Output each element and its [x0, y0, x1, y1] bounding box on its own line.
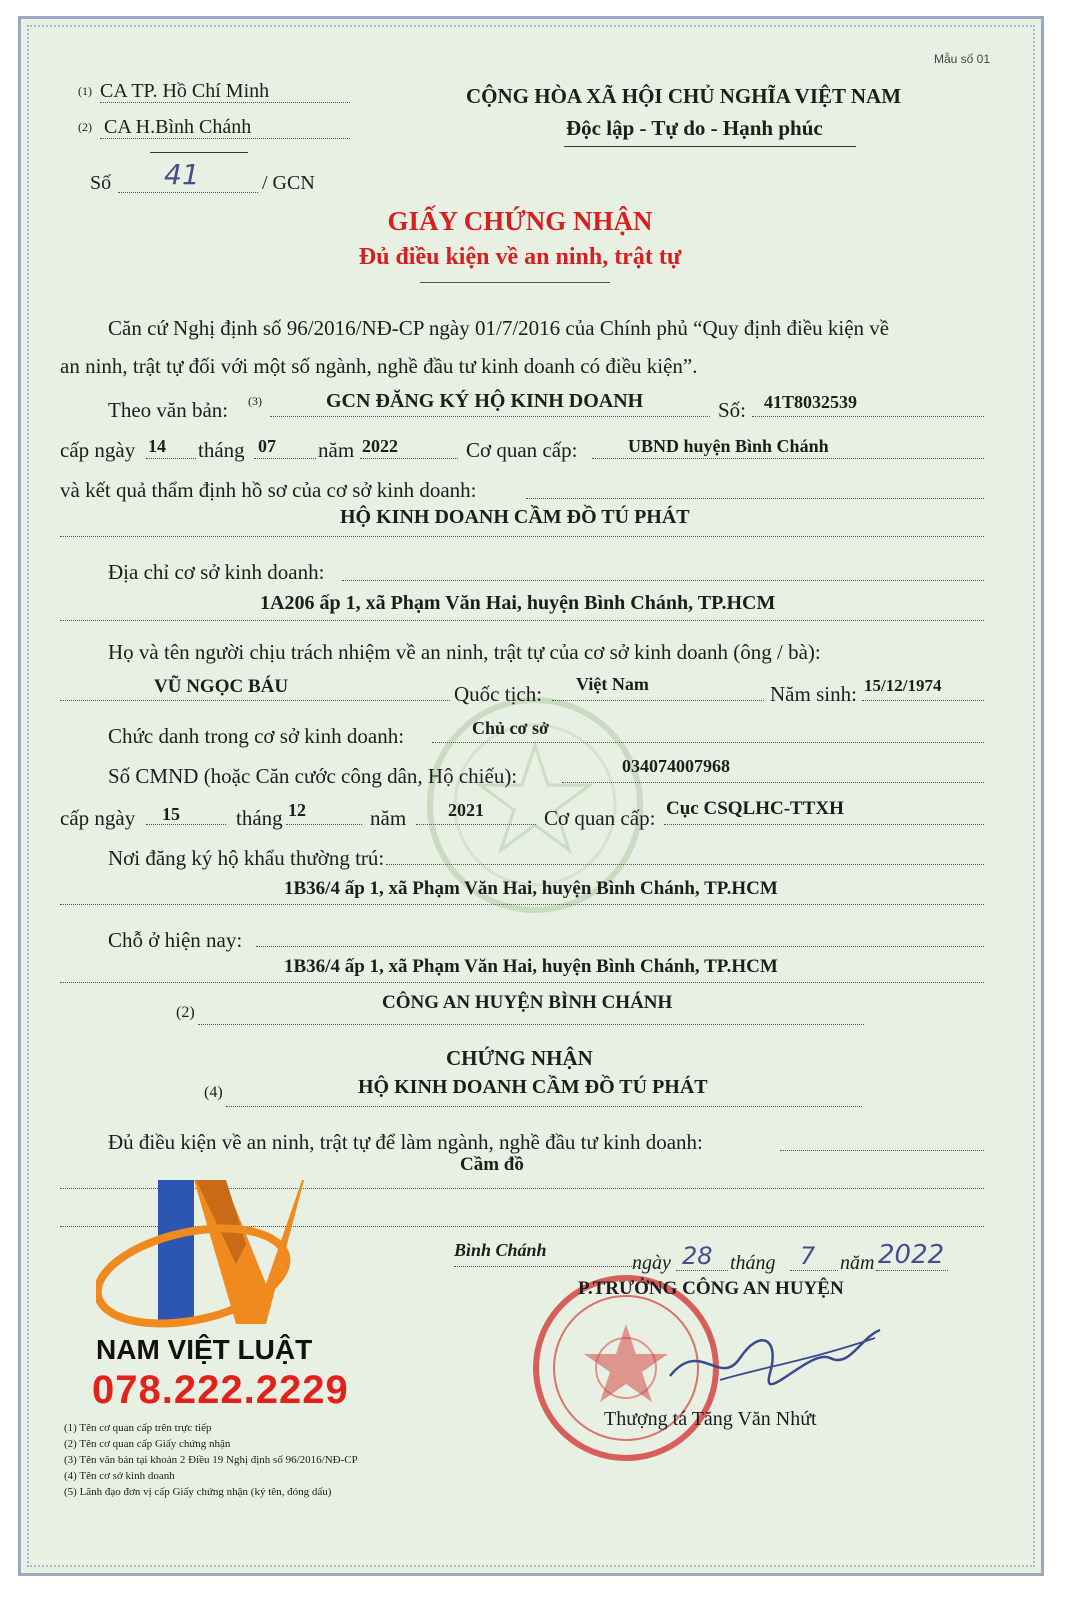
certificate-subtitle: Đủ điều kiện về an ninh, trật tự: [358, 244, 682, 270]
business-name: HỘ KINH DOANH CẦM ĐỒ TÚ PHÁT: [340, 506, 690, 528]
handwritten-signature: [660, 1318, 890, 1398]
legal-basis-line-2: an ninh, trật tự đối với một số ngành, nghề đầu tư kinh doanh có điều kiện”.: [60, 354, 698, 378]
id-issuer-value: Cục CSQLHC-TTXH: [666, 798, 844, 819]
dotted-line: [256, 946, 984, 947]
address-value: 1A206 ấp 1, xã Phạm Văn Hai, huyện Bình Chánh, TP.HCM: [260, 592, 776, 614]
sign-month-label: tháng: [730, 1252, 776, 1274]
person-label: Họ và tên người chịu trách nhiệm về an ninh, trật tự của cơ sở kinh doanh (ông / bà):: [108, 640, 821, 664]
birth-label: Năm sinh:: [770, 682, 857, 706]
issued-day: 14: [148, 436, 166, 456]
id-year: 2021: [448, 800, 484, 820]
parent-agency: CA TP. Hồ Chí Minh: [100, 80, 270, 102]
dotted-line: [118, 192, 258, 193]
dotted-line: [360, 458, 458, 459]
sign-month: 7: [800, 1242, 816, 1270]
dotted-line: [60, 620, 984, 621]
certificate-title: GIẤY CHỨNG NHẬN: [387, 206, 653, 236]
current-address-value: 1B36/4 ấp 1, xã Phạm Văn Hai, huyện Bình Chánh, TP.HCM: [284, 956, 778, 977]
dotted-line: [146, 824, 226, 825]
eligible-business-line: Cầm đồ: [460, 1154, 524, 1175]
dotted-line: [100, 102, 350, 103]
person-name: VŨ NGỌC BÁU: [154, 676, 289, 697]
id-day: 15: [162, 804, 180, 824]
dotted-line: [60, 982, 984, 983]
id-issuer-label: Cơ quan cấp:: [544, 806, 656, 830]
footnote-3: (3) Tên văn bản tại khoản 2 Điều 19 Nghị định số 96/2016/NĐ-CP: [64, 1454, 358, 1466]
dotted-line: [454, 1266, 638, 1267]
id-month-label: tháng: [236, 806, 283, 830]
doc-label: Theo văn bản:: [108, 398, 229, 422]
motto: Độc lập - Tự do - Hạnh phúc: [566, 116, 823, 140]
footnote-2: (2) Tên cơ quan cấp Giấy chứng nhận: [64, 1438, 231, 1450]
dotted-line: [254, 458, 316, 459]
number-label: Số: [90, 172, 112, 194]
certify-heading: CHỨNG NHẬN: [446, 1046, 593, 1070]
marker-1: (1): [78, 84, 92, 98]
dotted-line: [862, 700, 984, 701]
number-suffix: / GCN: [262, 172, 315, 194]
issuing-agency: CA H.Bình Chánh: [104, 116, 252, 138]
dotted-line: [752, 416, 984, 417]
title-underline: [420, 282, 610, 283]
issued-month-label: tháng: [198, 438, 245, 462]
footnote-4: (4) Tên cơ sở kinh doanh: [64, 1470, 175, 1482]
issued-year-label: năm: [318, 438, 355, 462]
certificate-number: 41: [164, 158, 200, 191]
issued-day-label: cấp ngày: [60, 438, 136, 462]
dotted-line: [342, 580, 984, 581]
issuer-value: UBND huyện Bình Chánh: [628, 436, 829, 456]
dotted-line: [876, 1270, 948, 1271]
result-label: và kết quả thẩm định hồ sơ của cơ sở kinh doanh:: [60, 478, 477, 502]
doc-value: GCN ĐĂNG KÝ HỘ KINH DOANH: [326, 390, 644, 412]
issuer-label: Cơ quan cấp:: [466, 438, 578, 462]
country-name: CỘNG HÒA XÃ HỘI CHỦ NGHĨA VIỆT NAM: [466, 84, 902, 108]
signer-name: Thượng tá Tăng Văn Nhứt: [604, 1408, 817, 1430]
doc-number-label: Số:: [718, 398, 747, 422]
authority-value: CÔNG AN HUYỆN BÌNH CHÁNH: [382, 992, 673, 1013]
dotted-line: [286, 824, 362, 825]
brand-phone: 078.222.2229: [92, 1368, 349, 1412]
form-number: Mẫu số 01: [934, 52, 991, 66]
marker-2: (2): [78, 120, 92, 134]
dotted-line: [664, 824, 984, 825]
dotted-line: [146, 458, 196, 459]
dotted-line: [432, 742, 984, 743]
underline: [150, 152, 248, 153]
sign-year-label: năm: [840, 1252, 875, 1274]
current-address-label: Chỗ ở hiện nay:: [108, 928, 243, 952]
dotted-line: [780, 1150, 984, 1151]
dotted-line: [592, 458, 984, 459]
sign-year: 2022: [878, 1240, 945, 1270]
authority-marker: (2): [176, 1004, 195, 1021]
sign-place: Bình Chánh: [454, 1240, 547, 1260]
residence-value: 1B36/4 ấp 1, xã Phạm Văn Hai, huyện Bình Chánh, TP.HCM: [284, 878, 778, 899]
dotted-line: [60, 536, 984, 537]
legal-basis-line-1: Căn cứ Nghị định số 96/2016/NĐ-CP ngày 01/7/2016 của Chính phủ “Quy định điều kiện về: [108, 316, 890, 340]
motto-underline: [564, 146, 856, 147]
sign-day: 28: [682, 1242, 713, 1270]
dotted-line: [226, 1106, 862, 1107]
dotted-line: [60, 904, 984, 905]
dotted-line: [526, 498, 984, 499]
dotted-line: [790, 1270, 838, 1271]
address-label: Địa chỉ cơ sở kinh doanh:: [108, 560, 325, 584]
signer-position: P.TRƯỞNG CÔNG AN HUYỆN: [578, 1278, 844, 1299]
id-label: Số CMND (hoặc Căn cước công dân, Hộ chiếu):: [108, 764, 518, 788]
dotted-line: [416, 824, 536, 825]
doc-number-value: 41T8032539: [764, 392, 858, 412]
dotted-line: [198, 1024, 864, 1025]
dotted-line: [100, 138, 350, 139]
footnote-1: (1) Tên cơ quan cấp trên trực tiếp: [64, 1422, 212, 1434]
brand-name: NAM VIỆT LUẬT: [96, 1334, 313, 1365]
id-day-label: cấp ngày: [60, 806, 136, 830]
dotted-line: [552, 700, 764, 701]
position-value: Chủ cơ sở: [472, 718, 549, 738]
id-month: 12: [288, 800, 306, 820]
birth-value: 15/12/1974: [864, 676, 942, 695]
certify-marker: (4): [204, 1084, 223, 1101]
issued-year: 2022: [362, 436, 398, 456]
doc-marker: (3): [248, 394, 262, 408]
footnote-5: (5) Lãnh đạo đơn vị cấp Giấy chứng nhận (ký tên, đóng dấu): [64, 1486, 332, 1498]
id-year-label: năm: [370, 806, 407, 830]
eligible-label: Đủ điều kiện về an ninh, trật tự để làm ngành, nghề đầu tư kinh doanh:: [108, 1130, 703, 1154]
issued-month: 07: [258, 436, 276, 456]
certified-business: HỘ KINH DOANH CẦM ĐỒ TÚ PHÁT: [358, 1076, 708, 1098]
nationality-label: Quốc tịch:: [454, 682, 543, 706]
position-label: Chức danh trong cơ sở kinh doanh:: [108, 724, 405, 748]
dotted-line: [60, 700, 450, 701]
dotted-line: [562, 782, 984, 783]
nam-viet-luat-logo: [96, 1174, 306, 1344]
nationality-value: Việt Nam: [576, 674, 649, 694]
dotted-line: [386, 864, 984, 865]
id-value: 034074007968: [622, 756, 730, 776]
sign-day-label: ngày: [632, 1252, 671, 1274]
residence-label: Nơi đăng ký hộ khẩu thường trú:: [108, 846, 385, 870]
dotted-line: [270, 416, 710, 417]
